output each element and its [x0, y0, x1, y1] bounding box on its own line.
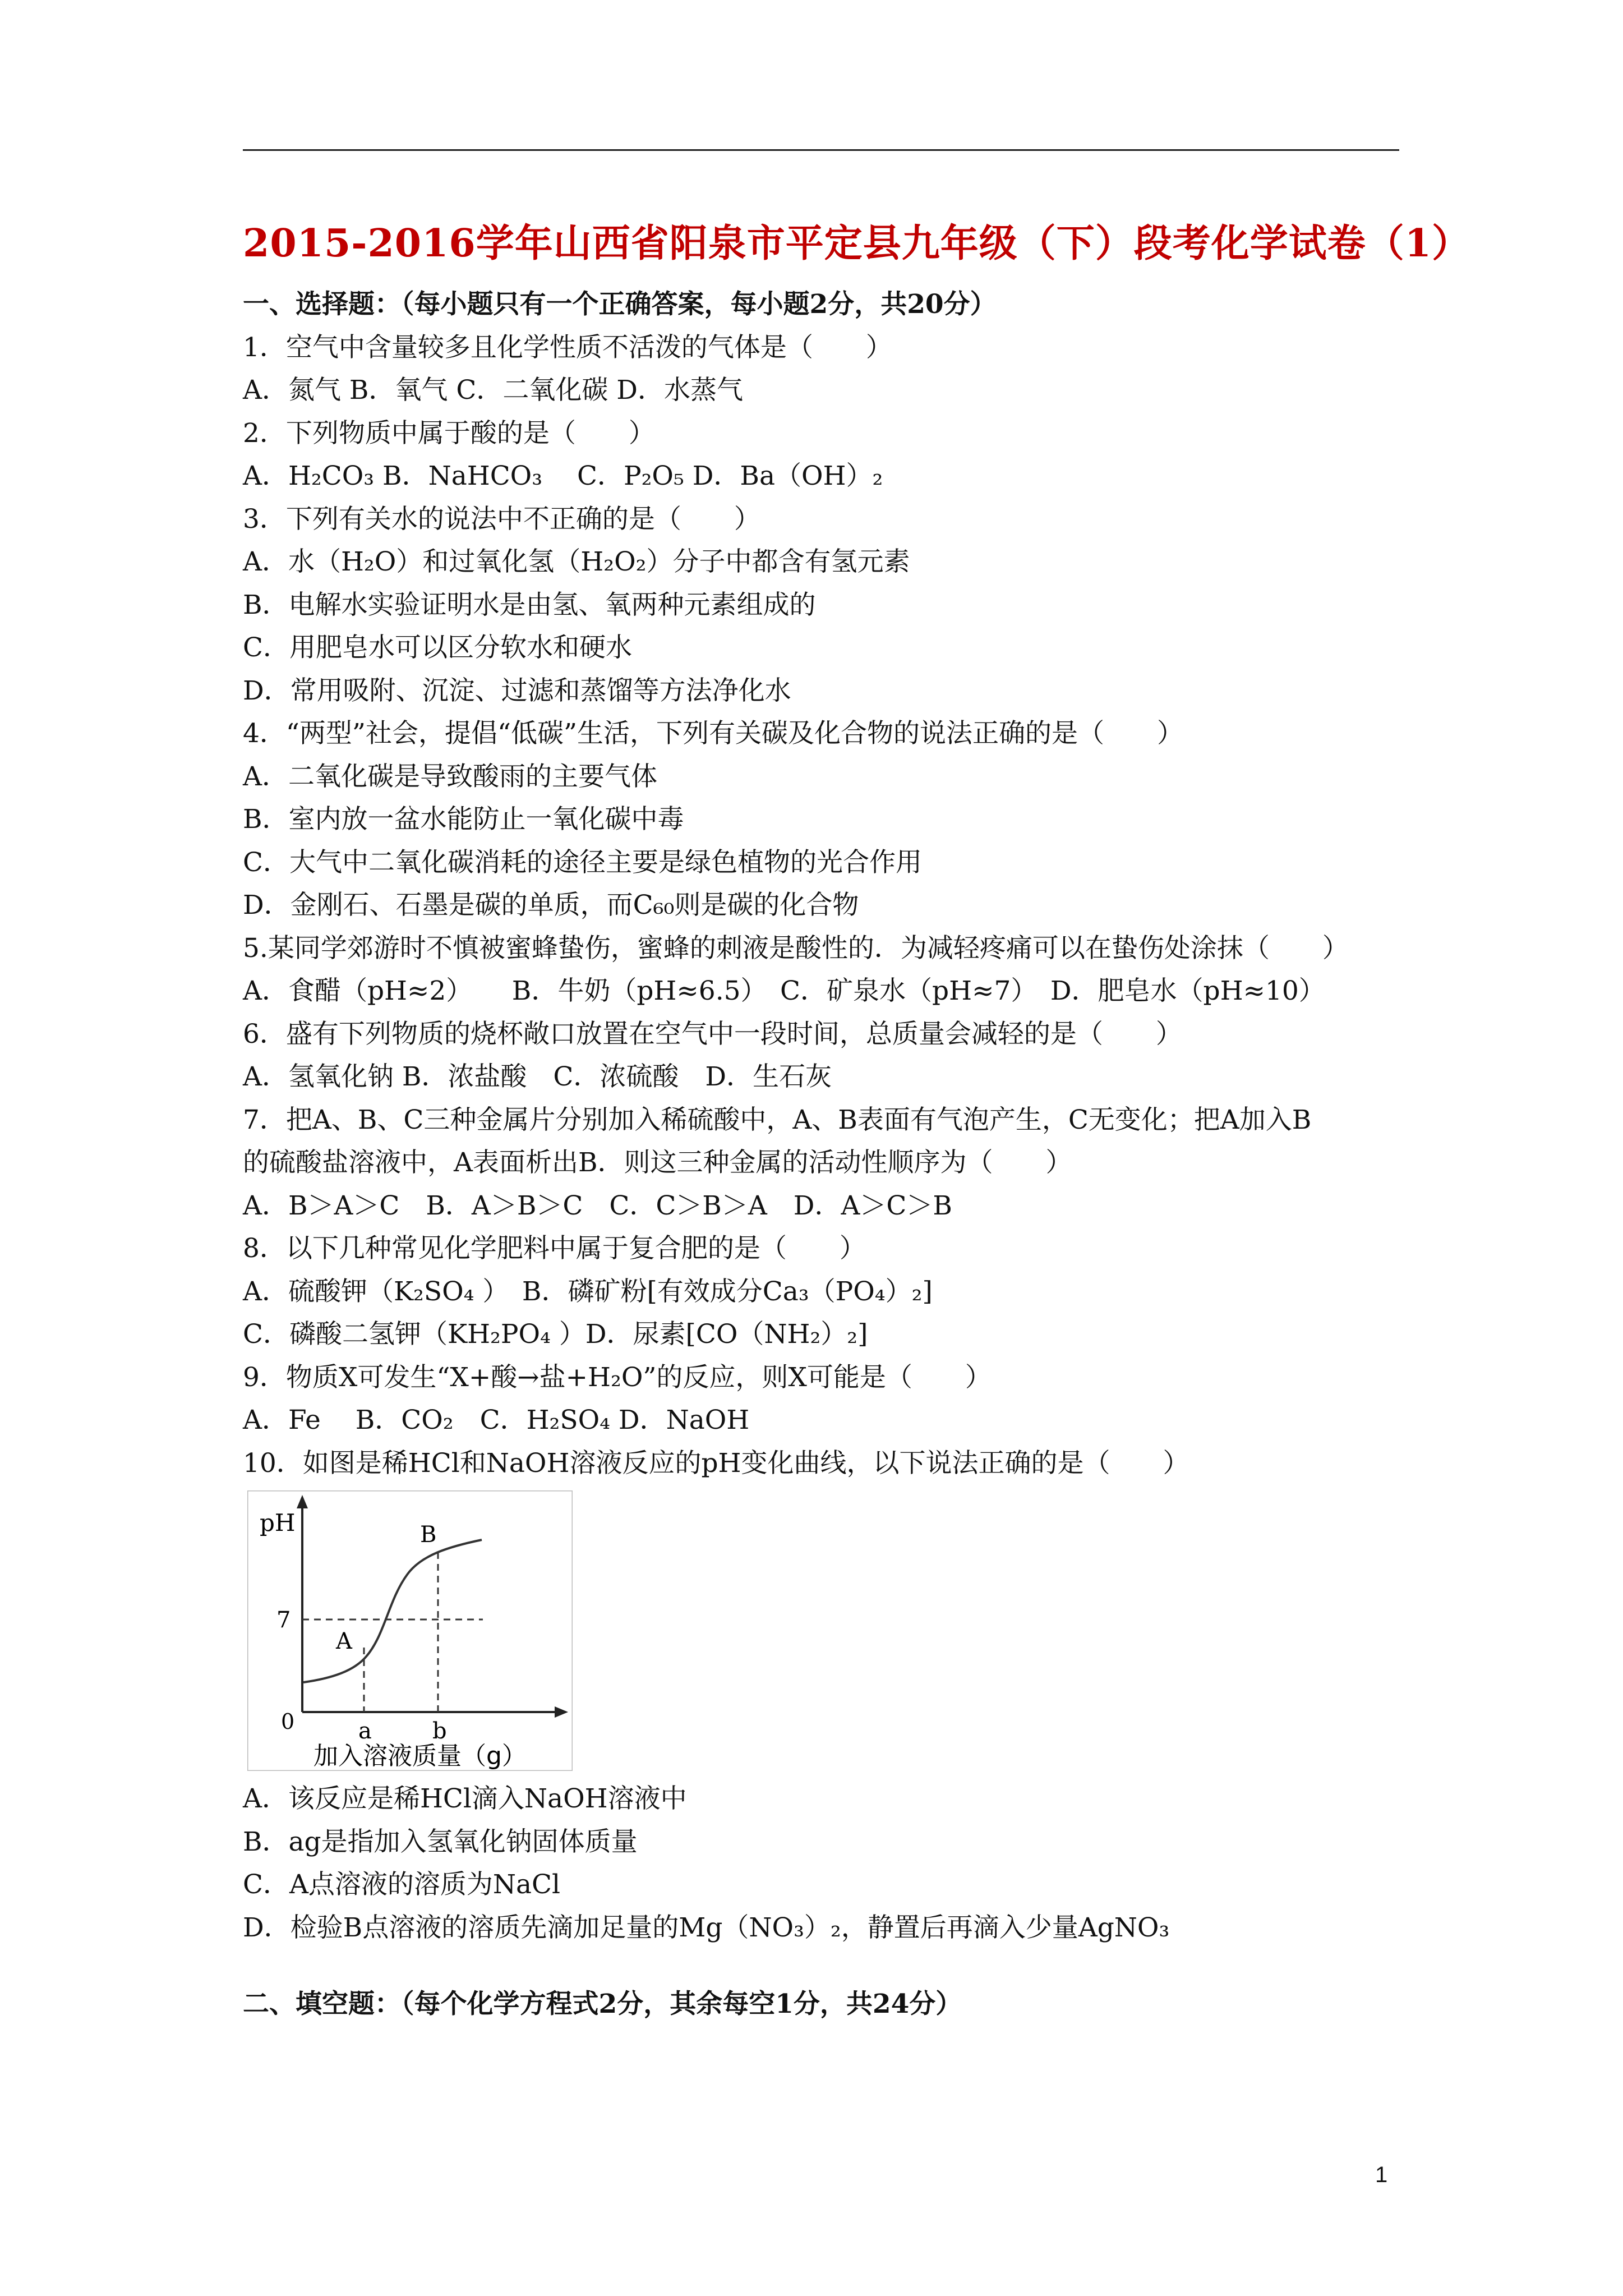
question-line: A．食醋（pH≈2） B．牛奶（pH≈6.5） C．矿泉水（pH≈7） D．肥皂水（pH≈10） — [243, 976, 1325, 1006]
question-line: 2．下列物质中属于酸的是（ ） — [243, 417, 655, 449]
question-line: 5.某同学郊游时不慎被蜜蜂蛰伤，蜜蜂的刺液是酸性的．为减轻疼痛可以在蛰伤处涂抹（ ） — [243, 932, 1349, 964]
question-line: 10．如图是稀HCl和NaOH溶液反应的pH变化曲线，以下说法正确的是（ ） — [243, 1447, 1189, 1479]
answer-option: D．检验B点溶液的溶质先滴加足量的Mg（NO₃）₂，静置后再滴入少量AgNO₃ — [243, 1912, 1170, 1943]
question-line: A．Fe B．CO₂ C．H₂SO₄ D．NaOH — [243, 1405, 750, 1435]
question-line: D．金刚石、石墨是碳的单质，而C₆₀则是碳的化合物 — [243, 890, 859, 921]
question-line: 9．物质X可发生“X+酸→盐+H₂O”的反应，则X可能是（ ） — [243, 1361, 992, 1393]
ph-curve-figure — [247, 1490, 573, 1771]
question-lines — [243, 326, 1399, 1485]
page-title: 2015-2016学年山西省阳泉市平定县九年级（下）段考化学试卷（1） — [243, 221, 1471, 266]
question-line: B．电解水实验证明水是由氢、氧两种元素组成的 — [243, 589, 816, 620]
x-axis-label: 加入溶液质量（g） — [313, 1742, 527, 1770]
answer-option: A．该反应是稀HCl滴入NaOH溶液中 — [243, 1783, 687, 1814]
question-line: 7．把A、B、C三种金属片分别加入稀硫酸中，A、B表面有气泡产生，C无变化；把A加入B — [243, 1104, 1312, 1135]
question-line: 4．“两型”社会，提倡“低碳”生活，下列有关碳及化合物的说法正确的是（ ） — [243, 718, 1184, 749]
question-line: A．氢氧化钠 B．浓盐酸 C．浓硫酸 D．生石灰 — [243, 1061, 832, 1092]
question-line: 8．以下几种常见化学肥料中属于复合肥的是（ ） — [243, 1233, 866, 1264]
question-line: C．磷酸二氢钾（KH₂PO₄ ）D．尿素[CO（NH₂）₂] — [243, 1319, 868, 1350]
section-heading: 一、选择题：（每小题只有一个正确答案，每小题2分，共20分） — [243, 289, 997, 320]
question-line: 的硫酸盐溶液中，A表面析出B．则这三种金属的活动性顺序为（ ） — [243, 1147, 1072, 1178]
answer-option: C．A点溶液的溶质为NaCl — [243, 1869, 561, 1900]
document-body — [243, 283, 1399, 2026]
question-line: A．H₂CO₃ B．NaHCO₃ C．P₂O₅ D．Ba（OH）₂ — [243, 461, 883, 491]
question-line: A．水（H₂O）和过氧化氢（H₂O₂）分子中都含有氢元素 — [243, 546, 910, 577]
question-line: C．大气中二氧化碳消耗的途径主要是绿色植物的光合作用 — [243, 846, 922, 878]
question-line: 3．下列有关水的说法中不正确的是（ ） — [243, 503, 760, 535]
page-number: 1 — [1375, 2162, 1388, 2187]
point-label-b: B — [420, 1522, 437, 1548]
origin-label: 0 — [281, 1709, 295, 1734]
ph-curve-chart — [247, 1490, 573, 1771]
section-2-heading: 二、填空题：（每个化学方程式2分，其余每空1分，共24分） — [243, 1989, 962, 2019]
point-label-a: A — [336, 1628, 352, 1654]
y-axis-label: pH — [260, 1509, 296, 1536]
question-line: A．B＞A＞C B．A＞B＞C C．C＞B＞A D．A＞C＞B — [243, 1190, 952, 1221]
question-line: 6．盛有下列物质的烧杯敞口放置在空气中一段时间，总质量会减轻的是（ ） — [243, 1018, 1182, 1050]
question-line: A．二氧化碳是导致酸雨的主要气体 — [243, 761, 657, 792]
x-tick-a: a — [358, 1718, 372, 1744]
question-10-options — [243, 1778, 1399, 1949]
ph7-tick-label: 7 — [276, 1607, 291, 1633]
question-line: A．氮气 B．氧气 C．二氧化碳 D．水蒸气 — [243, 375, 743, 406]
header-rule — [243, 149, 1399, 151]
question-line: D．常用吸附、沉淀、过滤和蒸馏等方法净化水 — [243, 675, 791, 706]
answer-option: B．ag是指加入氢氧化钠固体质量 — [243, 1826, 638, 1857]
question-line: C．用肥皂水可以区分软水和硬水 — [243, 632, 632, 663]
figure-frame — [247, 1490, 573, 1771]
question-line: 1．空气中含量较多且化学性质不活泼的气体是（ ） — [243, 332, 892, 363]
question-line: A．硫酸钾（K₂SO₄ ） B．磷矿粉[有效成分Ca₃（PO₄）₂] — [243, 1276, 933, 1307]
x-tick-b: b — [432, 1718, 447, 1744]
question-line: B．室内放一盆水能防止一氧化碳中毒 — [243, 804, 684, 835]
